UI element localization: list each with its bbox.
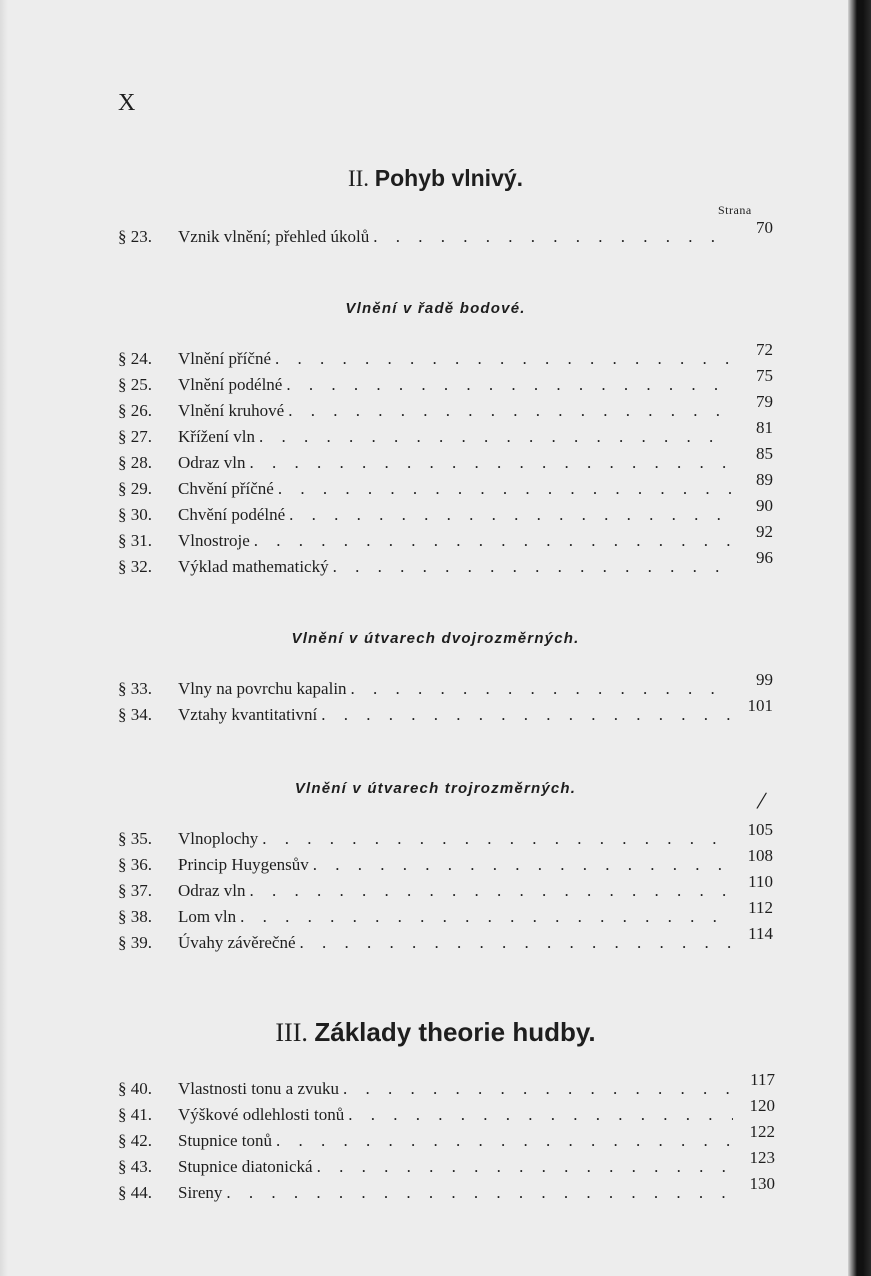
- entry-section: § 44.: [118, 1183, 152, 1202]
- entry-title: Vlnění příčné: [178, 349, 271, 368]
- dot-leader: [275, 346, 731, 372]
- entry-section: § 38.: [118, 907, 152, 926]
- toc-entry: [118, 1148, 775, 1180]
- toc-entry: [118, 1096, 775, 1128]
- dot-leader: [313, 852, 731, 878]
- page-number: X: [118, 90, 136, 116]
- dot-leader: [333, 554, 731, 580]
- entry-title: Výklad mathematický: [178, 557, 329, 576]
- dot-leader: [317, 1154, 733, 1180]
- entry-title: Stupnice tonů: [178, 1131, 272, 1150]
- toc-entry: [118, 444, 773, 476]
- toc-entry: [118, 1070, 775, 1102]
- entry-title: Vlastnosti tonu a zvuku: [178, 1079, 340, 1098]
- toc-entry: [118, 418, 773, 450]
- entry-title: Odraz vln: [178, 881, 246, 900]
- entry-page: 81: [756, 418, 773, 437]
- toc-entry: [118, 898, 773, 930]
- entry-page: 75: [756, 366, 773, 385]
- entry-section: § 27.: [118, 427, 152, 446]
- entry-page: 117: [750, 1070, 775, 1089]
- dot-leader: [300, 930, 731, 956]
- page-column-label: Strana: [718, 203, 752, 217]
- group-heading: Vlnění v útvarech trojrozměrných.: [294, 780, 577, 797]
- entry-section: § 36.: [118, 855, 152, 874]
- entry-page: 90: [756, 496, 773, 515]
- entry-page: 96: [756, 548, 773, 567]
- entry-page: 101: [747, 696, 773, 715]
- dot-leader: [262, 826, 731, 852]
- entry-title: Vlnoplochy: [178, 829, 259, 848]
- entry-title: Chvění podélné: [178, 505, 286, 524]
- toc-entry: [118, 218, 773, 250]
- entry-page: 122: [749, 1122, 775, 1141]
- entry-section: § 30.: [118, 505, 152, 524]
- entry-section: § 29.: [118, 479, 152, 498]
- handwritten-mark: /: [755, 785, 769, 816]
- group-heading: Vlnění v útvarech dvojrozměrných.: [291, 630, 580, 647]
- dot-leader: [373, 224, 731, 250]
- dot-leader: [250, 878, 731, 904]
- entry-page: 79: [756, 392, 773, 411]
- entry-page: 85: [756, 444, 773, 463]
- entry-page: 120: [749, 1096, 775, 1115]
- entry-title: Sireny: [178, 1183, 223, 1202]
- entry-section: § 33.: [118, 679, 152, 698]
- entry-page: 89: [756, 470, 773, 489]
- entry-page: 108: [747, 846, 773, 865]
- dot-leader: [254, 528, 731, 554]
- toc-entry: [118, 496, 773, 528]
- entry-page: 92: [756, 522, 773, 541]
- entry-section: § 34.: [118, 705, 152, 724]
- toc-entry: [118, 1122, 775, 1154]
- dot-leader: [226, 1180, 733, 1206]
- toc-entry: [118, 924, 773, 956]
- toc-entry: [118, 670, 773, 702]
- toc-entry: [118, 366, 773, 398]
- entry-title: Výškové odlehlosti tonů: [178, 1105, 345, 1124]
- dot-leader: [348, 1102, 733, 1128]
- entry-section: § 42.: [118, 1131, 152, 1150]
- part-three-roman: III.: [275, 1018, 308, 1047]
- toc-entry: [118, 522, 773, 554]
- toc-entry: [118, 548, 773, 580]
- dot-leader: [276, 1128, 733, 1154]
- entry-title: Princip Huygensův: [178, 855, 309, 874]
- toc-entry: [118, 820, 773, 852]
- entry-page: 105: [747, 820, 773, 839]
- toc-entry: [118, 872, 773, 904]
- entry-title: Vlnostroje: [178, 531, 250, 550]
- entry-section: § 23.: [118, 227, 152, 246]
- entry-title: Vlnění kruhové: [178, 401, 285, 420]
- entry-section: § 40.: [118, 1079, 152, 1098]
- entry-title: Odraz vln: [178, 453, 246, 472]
- part-three-title: Základy theorie hudby.: [314, 1017, 596, 1047]
- entry-title: Křížení vln: [178, 427, 255, 446]
- entry-section: § 43.: [118, 1157, 152, 1176]
- entry-section: § 25.: [118, 375, 152, 394]
- part-three-heading: [0, 1017, 871, 1048]
- toc-entry: [118, 392, 773, 424]
- entry-section: § 35.: [118, 829, 152, 848]
- entry-title: Vztahy kvantitativní: [178, 705, 318, 724]
- entry-title: Stupnice diatonická: [178, 1157, 313, 1176]
- entry-page: 70: [756, 218, 773, 237]
- part-two-title: Pohyb vlnivý.: [374, 165, 524, 191]
- group-heading: Vlnění v řadě bodové.: [345, 300, 526, 317]
- part-two-roman: II.: [347, 166, 370, 191]
- toc-entry: [118, 470, 773, 502]
- part-two-heading: [0, 165, 871, 192]
- entry-page: 123: [749, 1148, 775, 1167]
- dot-leader: [288, 398, 731, 424]
- entry-section: § 26.: [118, 401, 152, 420]
- entry-title: Úvahy závěrečné: [178, 933, 296, 952]
- entry-section: § 41.: [118, 1105, 152, 1124]
- toc-entry: [118, 340, 773, 372]
- entry-section: § 39.: [118, 933, 152, 952]
- entry-page: 110: [748, 872, 773, 891]
- entry-page: 72: [756, 340, 773, 359]
- entry-section: § 24.: [118, 349, 152, 368]
- dot-leader: [259, 424, 731, 450]
- dot-leader: [289, 502, 731, 528]
- entry-title: Vlny na povrchu kapalin: [178, 679, 347, 698]
- entry-page: 130: [749, 1174, 775, 1193]
- entry-page: 112: [748, 898, 773, 917]
- dot-leader: [250, 450, 731, 476]
- toc-entry: [118, 696, 773, 728]
- toc-entry: [118, 846, 773, 878]
- dot-leader: [321, 702, 731, 728]
- entry-title: Lom vln: [178, 907, 237, 926]
- dot-leader: [240, 904, 731, 930]
- entry-title: Vznik vlnění; přehled úkolů: [178, 227, 370, 246]
- entry-section: § 37.: [118, 881, 152, 900]
- entry-title: Vlnění podélné: [178, 375, 283, 394]
- entry-page: 99: [756, 670, 773, 689]
- toc-entry: [118, 1174, 775, 1206]
- entry-section: § 31.: [118, 531, 152, 550]
- entry-page: 114: [748, 924, 773, 943]
- dot-leader: [351, 676, 731, 702]
- entry-title: Chvění příčné: [178, 479, 274, 498]
- entry-section: § 28.: [118, 453, 152, 472]
- dot-leader: [343, 1076, 733, 1102]
- dot-leader: [286, 372, 731, 398]
- entry-section: § 32.: [118, 557, 152, 576]
- dot-leader: [278, 476, 731, 502]
